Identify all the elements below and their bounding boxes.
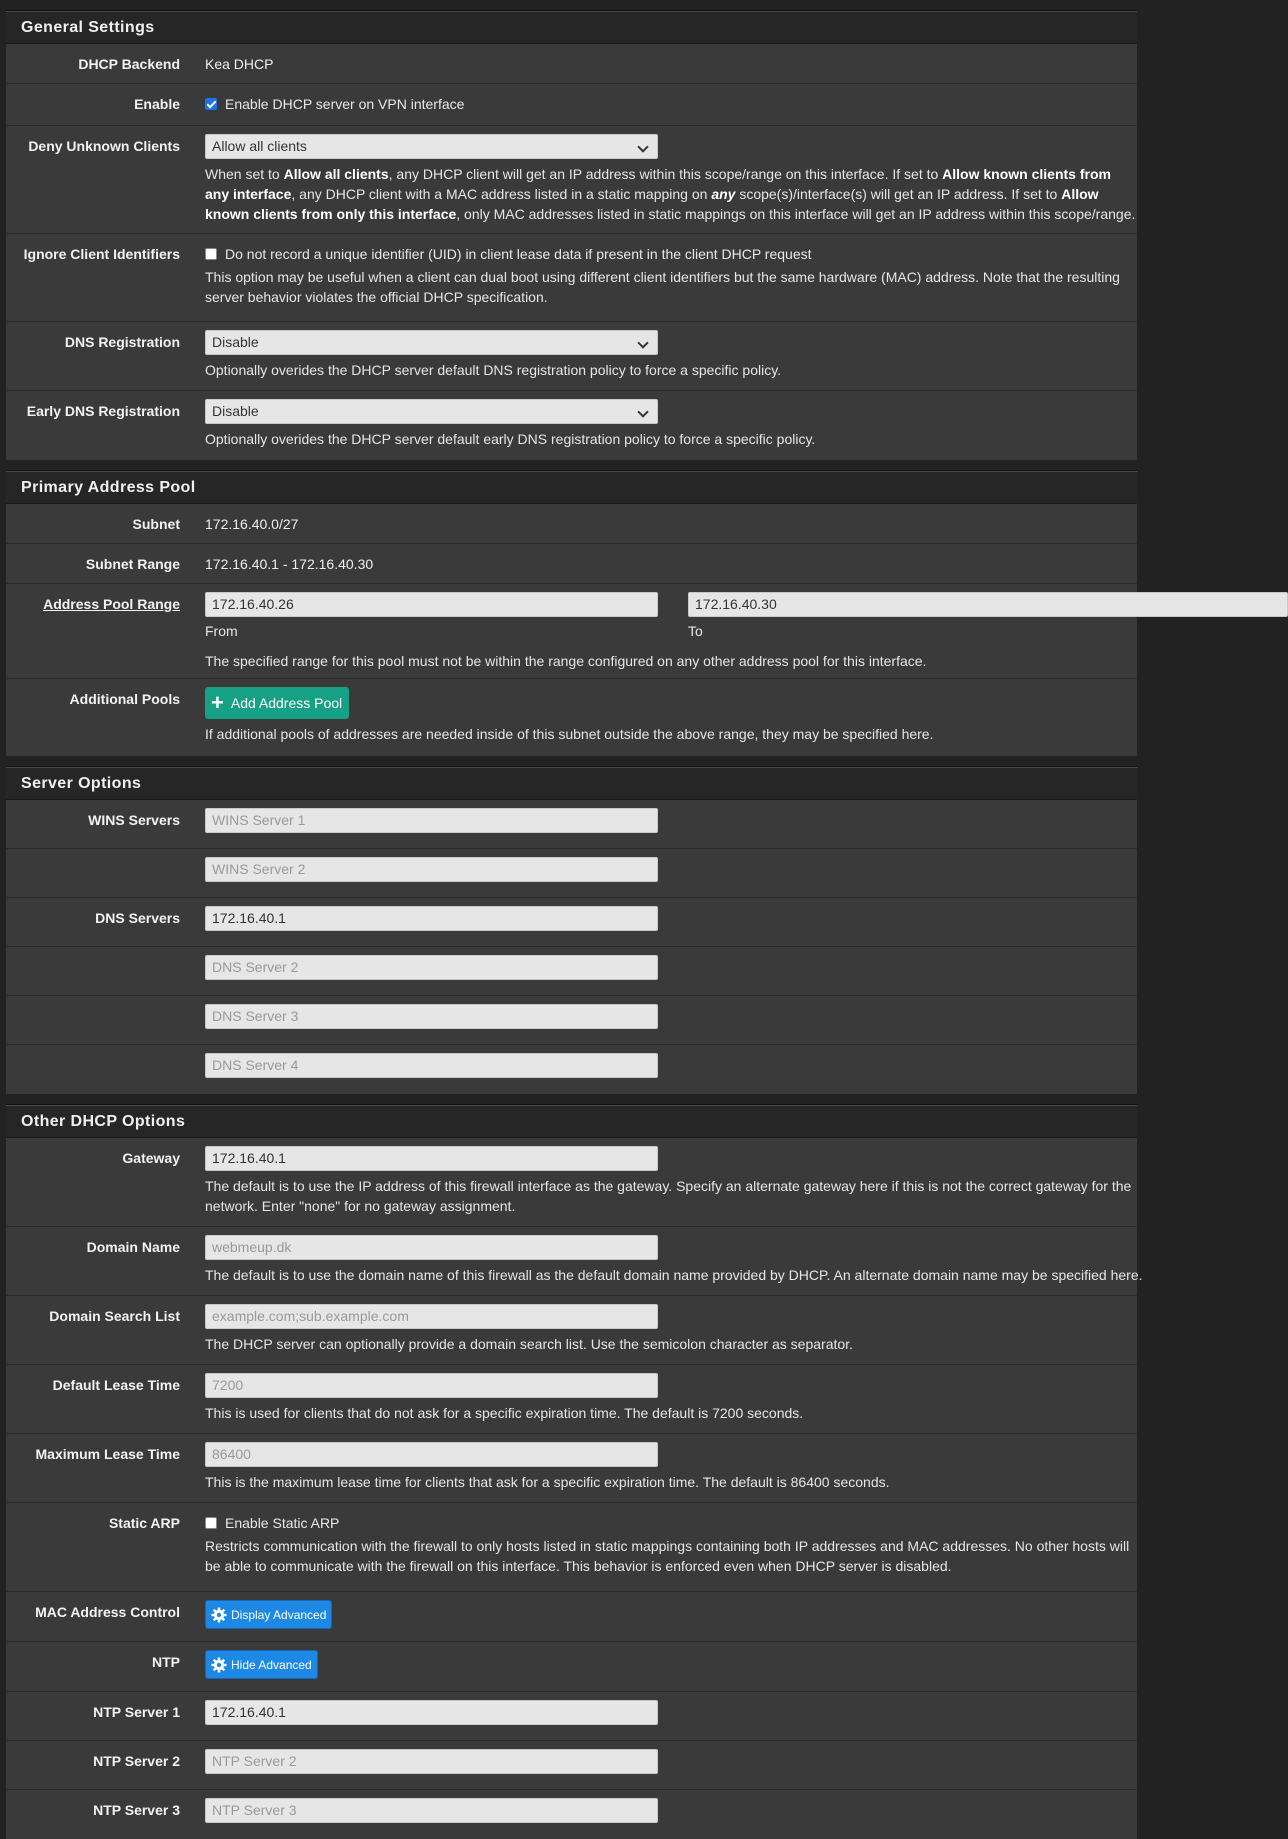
deny-unknown-select[interactable]: Allow all clients: [205, 134, 658, 159]
mac-address-control-label: MAC Address Control: [35, 1604, 180, 1620]
ignore-client-ids-checkbox[interactable]: [205, 248, 217, 260]
dns-server-4-input[interactable]: DNS Server 4: [205, 1053, 658, 1078]
ignore-client-ids-help: This option may be useful when a client can dual boot using different client identifiers but the same hardware (MAC) address. Note that the resulting server behavior violates the official DHCP specification.: [205, 269, 1120, 305]
pool-from-caption: From: [205, 623, 238, 639]
additional-pools-label: Additional Pools: [69, 691, 180, 707]
ntp-server-2-input[interactable]: NTP Server 2: [205, 1749, 658, 1774]
ntp-server-3-input[interactable]: NTP Server 3: [205, 1798, 658, 1823]
primary-address-pool-panel: [6, 470, 1137, 756]
panel-heading-server: Server Options: [6, 767, 1137, 800]
row-ignore-client-ids: [6, 234, 1137, 322]
ntp-server-1-label: NTP Server 1: [93, 1704, 180, 1720]
row-early-dns-registration: [6, 391, 1137, 460]
domain-name-help: The default is to use the domain name of this firewall as the default domain name provided by DHCP. An alternate domain name may be specified here.: [205, 1267, 1143, 1283]
subnet-range-label: Subnet Range: [85, 556, 180, 572]
pool-to-input[interactable]: 172.16.40.30: [688, 592, 1288, 617]
row-gateway: [6, 1138, 1137, 1227]
server-options-panel: [6, 766, 1137, 1094]
row-domain-name: [6, 1227, 1143, 1296]
ntp-label: NTP: [152, 1654, 180, 1670]
dns-server-2-input[interactable]: DNS Server 2: [205, 955, 658, 980]
row-additional-pools: [6, 679, 1137, 756]
row-wins-2: [6, 849, 1137, 898]
gateway-help: The default is to use the IP address of this firewall interface as the gateway. Specify an alternate gateway here if this is not the correct gateway for the network. Enter "none" for no gateway assignment.: [205, 1178, 1132, 1214]
row-address-pool-range: [6, 584, 1137, 679]
row-ntp-server-2: [6, 1741, 1137, 1790]
row-enable: [6, 84, 1137, 126]
static-arp-help: Restricts communication with the firewall to only hosts listed in static mappings containing both IP addresses and MAC addresses. No other hosts will be able to communicate with the firewall on this interface. This behavior is enforced even when DHCP server is disabled.: [205, 1538, 1130, 1574]
row-ntp-server-1: [6, 1692, 1137, 1741]
domain-search-list-help: The DHCP server can optionally provide a domain search list. Use the semicolon character as separator.: [205, 1336, 853, 1352]
panel-heading-pool: Primary Address Pool: [6, 471, 1137, 504]
row-dhcp-backend: [6, 44, 1137, 84]
enable-checkbox[interactable]: [205, 98, 217, 110]
row-static-arp: [6, 1503, 1137, 1592]
default-lease-time-help: This is used for clients that do not ask for a specific expiration time. The default is 7200 seconds.: [205, 1405, 804, 1421]
dns-server-3-input[interactable]: DNS Server 3: [205, 1004, 658, 1029]
hide-advanced-button[interactable]: Hide Advanced: [205, 1650, 318, 1679]
general-settings-panel: [6, 10, 1137, 460]
address-pool-range-help: The specified range for this pool must not be within the range configured on any other address pool for this interface.: [205, 653, 927, 669]
early-dns-registration-help: Optionally overides the DHCP server default early DNS registration policy to force a specific policy.: [205, 431, 816, 447]
wins-servers-label: WINS Servers: [88, 812, 180, 828]
pool-to-caption: To: [688, 623, 703, 639]
dhcp-backend-value: Kea DHCP: [205, 56, 274, 72]
dns-registration-select[interactable]: Disable: [205, 330, 658, 355]
dns-server-1-input[interactable]: 172.16.40.1: [205, 906, 658, 931]
ntp-server-3-label: NTP Server 3: [93, 1802, 180, 1818]
domain-search-list-label: Domain Search List: [49, 1308, 180, 1324]
subnet-value: 172.16.40.0/27: [205, 516, 299, 532]
gear-icon: [211, 1657, 227, 1673]
maximum-lease-time-input[interactable]: 86400: [205, 1442, 658, 1467]
ignore-client-ids-text: Do not record a unique identifier (UID) in client lease data if present in the client DHCP request: [225, 246, 812, 262]
row-default-lease-time: [6, 1365, 1137, 1434]
maximum-lease-time-help: This is the maximum lease time for clients that ask for a specific expiration time. The default is 86400 seconds.: [205, 1474, 890, 1490]
address-pool-range-label[interactable]: Address Pool Range: [43, 596, 180, 612]
plus-icon: +: [211, 690, 224, 715]
default-lease-time-label: Default Lease Time: [52, 1377, 180, 1393]
early-dns-registration-select[interactable]: Disable: [205, 399, 658, 424]
dns-registration-label: DNS Registration: [64, 334, 180, 350]
row-dns-registration: [6, 322, 1137, 391]
enable-checkbox-text: Enable DHCP server on VPN interface: [225, 96, 465, 112]
row-dns-4: [6, 1045, 1137, 1094]
row-maximum-lease-time: [6, 1434, 1137, 1503]
row-dns-3: [6, 996, 1137, 1045]
deny-unknown-help: When set to Allow all clients, any DHCP client will get an IP address within this scope/range on this interface. If set to Allow known clients from any interface, any DHCP client with a MAC address listed in a static mapping on any scope(s)/interface(s) will get an IP address. If set to Allow known clients from only this interface, only MAC addresses listed in static mappings on this interface will get an IP address within this scope/range.: [205, 166, 1136, 222]
panel-heading-other: Other DHCP Options: [6, 1105, 1137, 1138]
early-dns-registration-label: Early DNS Registration: [26, 403, 180, 419]
gateway-input[interactable]: 172.16.40.1: [205, 1146, 658, 1171]
ntp-server-2-label: NTP Server 2: [93, 1753, 180, 1769]
default-lease-time-input[interactable]: 7200: [205, 1373, 658, 1398]
additional-pools-help: If additional pools of addresses are needed inside of this subnet outside the above range, they may be specified here.: [205, 726, 934, 742]
deny-unknown-label: Deny Unknown Clients: [28, 138, 180, 154]
subnet-range-value: 172.16.40.1 - 172.16.40.30: [205, 556, 374, 572]
row-subnet: [6, 504, 1137, 544]
display-advanced-button[interactable]: Display Advanced: [205, 1600, 332, 1629]
other-dhcp-options-panel: [6, 1104, 1143, 1839]
domain-search-list-input[interactable]: example.com;sub.example.com: [205, 1304, 658, 1329]
enable-label: Enable: [134, 96, 180, 112]
gear-icon: [211, 1607, 227, 1623]
ntp-server-1-input[interactable]: 172.16.40.1: [205, 1700, 658, 1725]
row-wins-1: [6, 800, 1137, 849]
row-dns-1: [6, 898, 1137, 947]
pool-from-input[interactable]: 172.16.40.26: [205, 592, 658, 617]
gateway-label: Gateway: [122, 1150, 180, 1166]
static-arp-label: Static ARP: [108, 1515, 180, 1531]
dns-registration-help: Optionally overides the DHCP server default DNS registration policy to force a specific policy.: [205, 362, 782, 378]
dhcp-backend-label: DHCP Backend: [78, 56, 180, 72]
domain-name-input[interactable]: webmeup.dk: [205, 1235, 658, 1260]
static-arp-checkbox[interactable]: [205, 1517, 217, 1529]
subnet-label: Subnet: [132, 516, 180, 532]
domain-name-label: Domain Name: [86, 1239, 180, 1255]
maximum-lease-time-label: Maximum Lease Time: [35, 1446, 180, 1462]
row-deny-unknown: [6, 126, 1137, 234]
dns-servers-label: DNS Servers: [95, 910, 180, 926]
static-arp-text: Enable Static ARP: [225, 1515, 340, 1531]
row-ntp: [6, 1642, 1137, 1692]
panel-heading-general: General Settings: [6, 11, 1137, 44]
row-ntp-server-3: [6, 1790, 1137, 1839]
row-domain-search-list: [6, 1296, 1137, 1365]
wins-server-1-input[interactable]: WINS Server 1: [205, 808, 658, 833]
ignore-client-ids-label: Ignore Client Identifiers: [23, 246, 180, 262]
row-mac-address-control: [6, 1592, 1137, 1642]
add-address-pool-button[interactable]: + Add Address Pool: [205, 687, 349, 719]
row-dns-2: [6, 947, 1137, 996]
wins-server-2-input[interactable]: WINS Server 2: [205, 857, 658, 882]
row-subnet-range: [6, 544, 1137, 584]
